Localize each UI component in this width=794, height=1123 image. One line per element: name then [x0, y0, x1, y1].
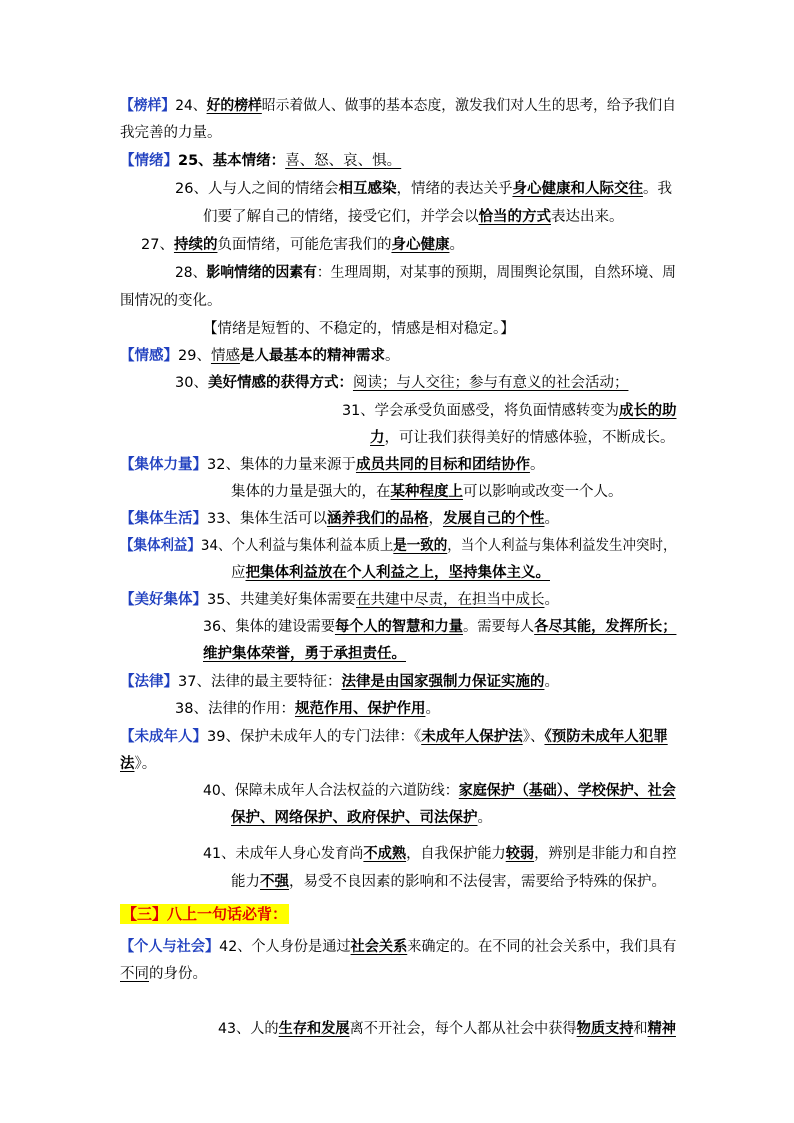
line-31-cont: [370, 428, 675, 448]
section-tag: 【榜样】: [120, 98, 176, 114]
highlighted-heading: 【三】八上一句话必背：: [122, 905, 288, 923]
text: ，: [428, 511, 443, 527]
text: 们要了解自己的情绪，接受它们，并学会以: [203, 209, 479, 225]
underlined-text: 不强: [260, 874, 289, 890]
text: 的身份。: [149, 966, 207, 982]
underlined-text: 持续的: [173, 237, 218, 253]
line-33: [120, 509, 559, 529]
underlined-text: 法: [120, 756, 135, 772]
text: 可以影响或改变一个人。: [463, 484, 623, 500]
underlined-text: 法律是由国家强制力保证实施的: [341, 674, 545, 690]
text: 37、法律的最主要特征：: [178, 674, 342, 690]
text: 29、: [178, 348, 211, 364]
underlined-text: 生存和发展: [278, 1021, 350, 1037]
line-26: [175, 179, 672, 199]
underlined-text: 保护、网络保护、政府保护、司法保护: [231, 810, 478, 826]
underlined-text: 是一致的: [393, 538, 448, 554]
line-27: [141, 235, 464, 255]
line-30: [175, 373, 628, 393]
text: ，辨别是非能力和自控: [534, 846, 677, 862]
text: ，当个人利益与集体利益发生冲突时，: [447, 538, 677, 554]
text: 集体的力量是强大的，在: [231, 484, 391, 500]
text: 应: [231, 565, 246, 581]
underlined-text: 阅读；与人交往；参与有意义的社会活动；: [352, 375, 629, 391]
text: 离不开社会，每个人都从社会中获得: [349, 1021, 577, 1037]
line-32-cont: [231, 482, 623, 502]
text: 38、法律的作用：: [175, 701, 295, 717]
text: 。: [544, 511, 559, 527]
text: 36、集体的建设需要: [203, 619, 335, 635]
underlined-text: 不成熟: [363, 846, 407, 862]
line-37: [120, 672, 559, 692]
section-tag: 【法律】: [120, 674, 178, 690]
text: 39、保护未成年人的专门法律：《: [207, 729, 422, 745]
text: 33、集体生活可以: [207, 511, 327, 527]
underlined-text: 未成年人保护法: [421, 729, 523, 745]
bold-text: 美好情感的获得方式：: [207, 375, 353, 391]
underlined-text: 把集体利益放在个人利益之上，坚持集体主义。: [245, 565, 550, 581]
line-34: [120, 536, 676, 556]
underlined-text: 涵养我们的品格: [326, 511, 429, 527]
text: 昭示着做人、做事的基本态度，激发我们对人生的思考，给予我们自: [261, 98, 676, 114]
text: 34、个人利益与集体利益本质上: [200, 538, 394, 554]
underlined-text: 维护集体荣誉，勇于承担责任。: [203, 646, 406, 662]
line-41: [203, 844, 676, 864]
bold-text: 是人最基本的精神需求: [239, 348, 385, 364]
line-25: [120, 151, 401, 171]
text: 来确定的。在不同的社会关系中，我们具有: [407, 939, 677, 955]
underlined-text: 成员共同的目标和团结协作: [355, 457, 530, 473]
text: 31、学会承受负面感受，将负面情感转变为: [342, 403, 619, 419]
section-tag: 【美好集体】: [120, 592, 207, 608]
text: 。需要每人: [463, 619, 535, 635]
underlined-text: 较弱: [505, 846, 535, 862]
line-43: [218, 1019, 676, 1039]
section-tag: 【未成年人】: [120, 729, 207, 745]
line-41-cont: [231, 872, 666, 892]
line-32: [120, 455, 544, 475]
line-38: [175, 699, 440, 719]
underlined-text: 发展自己的个性: [442, 511, 545, 527]
line-34-cont: [231, 563, 550, 583]
line-40: [203, 781, 676, 801]
text: 。: [477, 810, 492, 826]
underlined-text: 精神: [647, 1021, 676, 1037]
line-31: [342, 401, 676, 421]
text: 和: [633, 1021, 648, 1037]
text: ，自我保护能力: [406, 846, 506, 862]
underlined-text: 每个人的智慧和力量: [334, 619, 464, 635]
section-tag: 【情感】: [120, 348, 178, 364]
underlined-text: 喜、怒、哀、惧。: [285, 153, 402, 169]
text: 24、: [175, 98, 207, 114]
line-40-cont: [231, 808, 492, 828]
line-36: [203, 617, 676, 637]
text: 能力: [231, 874, 260, 890]
note-line: [203, 319, 515, 339]
underlined-text: 身心健康和人际交往: [512, 181, 643, 197]
section-tag: 【个人与社会】: [120, 939, 220, 955]
underlined-text: 某种程度上: [390, 484, 463, 500]
line-42: [120, 937, 676, 957]
text: 。: [449, 237, 464, 253]
text: ，可让我们获得美好的情感体验，不断成长。: [384, 430, 675, 446]
text: 27、: [141, 237, 174, 253]
section-tag: 【集体力量】: [120, 457, 207, 473]
underlined-text: 力: [370, 430, 385, 446]
text: 》、: [522, 729, 545, 745]
text: 》。: [134, 756, 157, 772]
text: 表达出来。: [551, 209, 624, 225]
underlined-text: 各尽其能，发挥所长；: [534, 619, 677, 635]
text: 42、个人身份是通过: [219, 939, 351, 955]
underlined-text: 规范作用、保护作用: [294, 701, 426, 717]
text: 28、: [175, 265, 207, 281]
bold-text: 相互感染: [338, 181, 397, 197]
line-35: [120, 590, 559, 610]
line-28-cont: [120, 291, 222, 311]
section-tag: 【集体利益】: [120, 538, 201, 554]
text: 。: [544, 674, 559, 690]
line-36-cont: [203, 644, 406, 664]
text: ，情绪的表达关乎: [396, 181, 513, 197]
text: 我完善的力量。: [120, 125, 222, 141]
text: 。: [384, 348, 400, 364]
line-39-cont: [120, 754, 156, 774]
line-29: [120, 346, 399, 366]
underlined-text: 不同: [120, 966, 149, 982]
text: ：生理周期，对某事的预期，周围舆论氛围，自然环境、周: [316, 265, 676, 281]
underlined-text: 在共建中尽责，在担当中成长: [355, 592, 545, 608]
underlined-text: 《预防未成年人犯罪: [544, 729, 668, 745]
underlined-text: 家庭保护（基础）、学校保护、社会: [458, 783, 676, 799]
underlined-text: 情感: [210, 348, 240, 364]
text: 围情况的变化。: [120, 293, 222, 309]
text: 32、集体的力量来源于: [207, 457, 356, 473]
text: 41、未成年人身心发育尚: [203, 846, 364, 862]
text: ，易受不良因素的影响和不法侵害，需要给予特殊的保护。: [289, 874, 666, 890]
underlined-text: 好的榜样: [206, 98, 262, 114]
section-tag: 【情绪】: [120, 153, 178, 169]
bold-text: 影响情绪的因素有: [206, 265, 317, 281]
text: 。: [529, 457, 545, 473]
text: 。: [425, 701, 440, 717]
text: 负面情绪，可能危害我们的: [217, 237, 392, 253]
text: 。我: [642, 181, 672, 197]
section-tag: 【集体生活】: [120, 511, 207, 527]
text: 【情绪是短暂的、不稳定的，情感是相对稳定。】: [203, 321, 515, 337]
line-42-cont: [120, 964, 207, 984]
text: 。: [544, 592, 559, 608]
underlined-text: 成长的助: [618, 403, 677, 419]
underlined-text: 身心健康: [391, 237, 450, 253]
line-39: [120, 727, 668, 747]
line-24-cont: [120, 123, 222, 143]
underlined-text: 物质支持: [576, 1021, 634, 1037]
text: 26、人与人之间的情绪会: [175, 181, 339, 197]
section-heading: [120, 904, 289, 925]
text: 40、保障未成年人合法权益的六道防线：: [203, 783, 459, 799]
text: 35、共建美好集体需要: [207, 592, 356, 608]
text: 30、: [175, 375, 208, 391]
text: 43、人的: [218, 1021, 279, 1037]
underlined-text: 社会关系: [350, 939, 408, 955]
underlined-text: 恰当的方式: [478, 209, 551, 225]
line-24: [120, 96, 676, 116]
line-28: [175, 263, 676, 283]
line-26-cont: [203, 207, 624, 227]
text: 25、基本情绪：: [178, 153, 286, 169]
